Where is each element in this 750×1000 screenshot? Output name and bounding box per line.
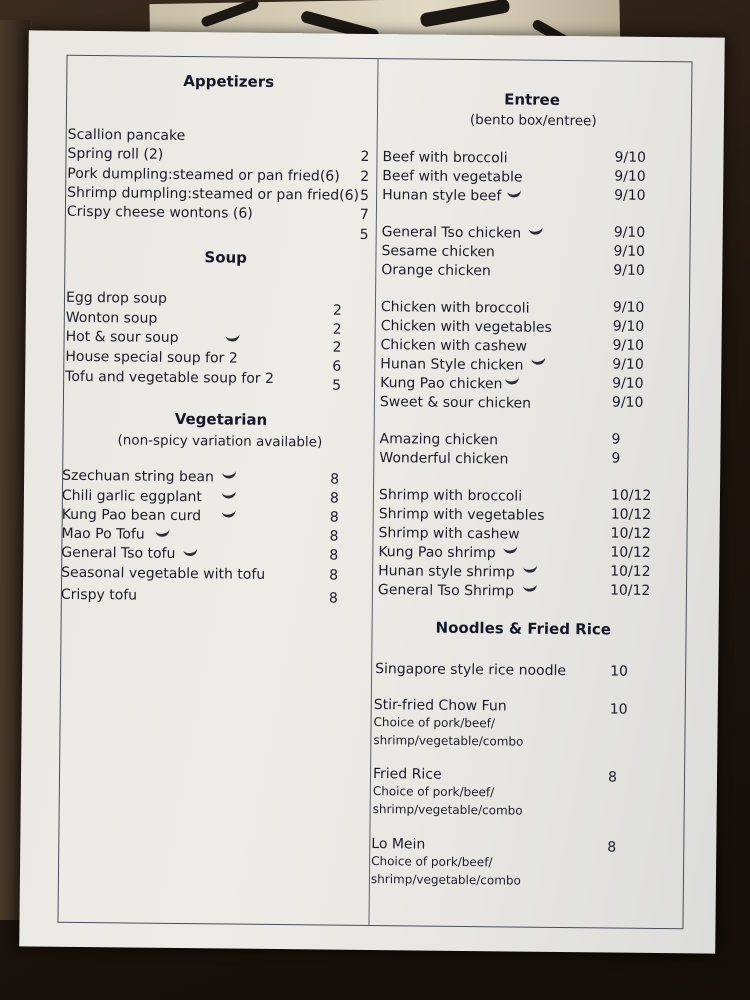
menu-item-name: Mao Po Tofu [61,525,145,543]
menu-item-name: Hunan Style chicken [380,356,524,374]
menu-item-price: 9/10 [614,168,646,185]
menu-item-price: 9/10 [612,318,645,335]
menu-item-price: 10/12 [610,487,652,504]
menu-item-name: Stir-fried Chow Fun [373,697,507,715]
menu-item-price: 5 [359,226,369,243]
menu-item-choices: shrimp/vegetable/combo [373,733,524,749]
menu-item-name: Shrimp with broccoli [378,487,523,505]
menu-item-price: 10/12 [610,563,651,580]
menu-item-price: 9/10 [613,243,646,260]
menu-item-price: 9 [611,450,621,467]
menu-item-name: Kung Pao chicken [380,375,503,393]
menu-item-choices: Choice of pork/beef/ [371,854,493,870]
menu-item-price: 2 [332,321,342,338]
menu-item-price: 9/10 [614,187,646,204]
menu-card [19,30,725,953]
menu-item-price: 2 [360,168,370,185]
menu-item-name: General Tso tofu [61,544,176,562]
menu-item-price: 9/10 [612,337,645,354]
menu-item-name: Wonderful chicken [379,450,509,468]
menu-item-price: 10 [609,701,628,718]
menu-item-price: 5 [360,187,370,204]
menu-item-price: 9/10 [611,394,644,411]
vegetarian-heading: Vegetarian [174,409,268,429]
menu-item-price: 8 [329,509,339,526]
menu-item-price: 9/10 [612,356,644,373]
menu-item-price: 2 [360,148,370,165]
menu-item-name: House special soup for 2 [65,348,238,367]
menu-item-price: 5 [332,377,342,394]
menu-item-price: 9/10 [613,262,645,279]
menu-item-name: Chili garlic eggplant [61,487,203,506]
soup-heading: Soup [204,248,248,267]
menu-item-price: 10 [610,663,629,680]
menu-item-name: Shrimp with cashew [378,525,520,543]
menu-item-choices: Choice of pork/beef/ [372,784,495,800]
menu-item-name: Wonton soup [65,309,158,327]
appetizers-heading: Appetizers [183,72,275,91]
menu-item-price: 9 [611,431,621,448]
menu-item-choices: shrimp/vegetable/combo [372,802,523,818]
menu-item-name: Spring roll (2) [67,145,164,163]
menu-item-price: 8 [607,769,618,786]
menu-item-price: 8 [330,471,340,488]
menu-item-name: Shrimp dumpling:steamed or pan fried(6) [67,184,360,204]
menu-item-price: 9/10 [612,299,645,316]
menu-item-price: 6 [332,358,342,375]
menu-item-name: Shrimp with vegetables [378,506,545,524]
menu-item-name: Kung Pao shrimp [378,544,496,562]
menu-item-price: 10/12 [609,582,651,599]
menu-item-price: 10/12 [610,525,652,542]
menu-item-name: Seasonal vegetable with tofu [61,564,266,583]
menu-item-price: 8 [329,547,339,564]
menu-item-price: 2 [332,339,342,356]
menu-item-name: Kung Pao bean curd [61,506,202,525]
menu-item-name: Sesame chicken [381,243,495,261]
menu-item-price: 8 [329,490,339,507]
menu-item-price: 10/12 [610,544,651,561]
menu-item-name: Hot & sour soup [65,328,179,346]
menu-item-name: Scallion pancake [67,126,186,145]
menu-item-price: 8 [329,567,339,584]
menu-item-name: Hunan style beef [382,187,502,205]
menu-item-name: Egg drop soup [65,289,168,307]
menu-item-name: Beef with vegetable [382,168,523,186]
menu-item-price: 7 [359,206,369,223]
menu-item-name: Amazing chicken [379,431,499,449]
vegetarian-subtitle: (non-spicy variation available) [117,432,323,451]
menu-item-price: 8 [607,839,617,856]
menu-item-name: Chicken with cashew [380,337,528,355]
menu-item-price: 2 [332,302,342,319]
menu-item-price: 9/10 [614,149,647,166]
menu-item-name: General Tso Shrimp [377,582,515,600]
menu-item-name: Pork dumpling:steamed or pan fried(6) [67,165,340,185]
menu-item-name: General Tso chicken [381,224,522,242]
menu-item-choices: shrimp/vegetable/combo [370,872,521,888]
menu-item-price: 8 [329,528,339,545]
menu-item-name: Crispy cheese wontons (6) [66,203,253,222]
menu-item-price: 10/12 [610,506,652,523]
menu-item-name: Singapore style rice noodle [375,661,567,680]
menu-item-name: Szechuan string bean [62,467,215,486]
menu-item-name: Fried Rice [372,766,442,783]
menu-item-price: 8 [328,590,338,607]
entree-heading: Entree [504,90,561,109]
menu-item-name: Chicken with broccoli [380,299,530,317]
menu-item-name: Tofu and vegetable soup for 2 [65,368,275,387]
menu-item-price: 9/10 [612,375,644,392]
menu-item-name: Lo Mein [371,836,426,853]
menu-item-name: Crispy tofu [60,586,138,604]
menu-item-name: Orange chicken [381,262,491,280]
menu-item-name: Hunan style shrimp [378,563,515,581]
menu-item-name: Chicken with vegetables [380,318,552,336]
menu-item-name: Sweet & sour chicken [379,394,532,412]
noodles-heading: Noodles & Fried Rice [435,618,612,639]
menu-item-name: Beef with broccoli [382,149,508,167]
menu-item-price: 9/10 [613,224,646,241]
menu-item-choices: Choice of pork/beef/ [373,715,496,731]
entree-subtitle: (bento box/entree) [469,112,597,130]
